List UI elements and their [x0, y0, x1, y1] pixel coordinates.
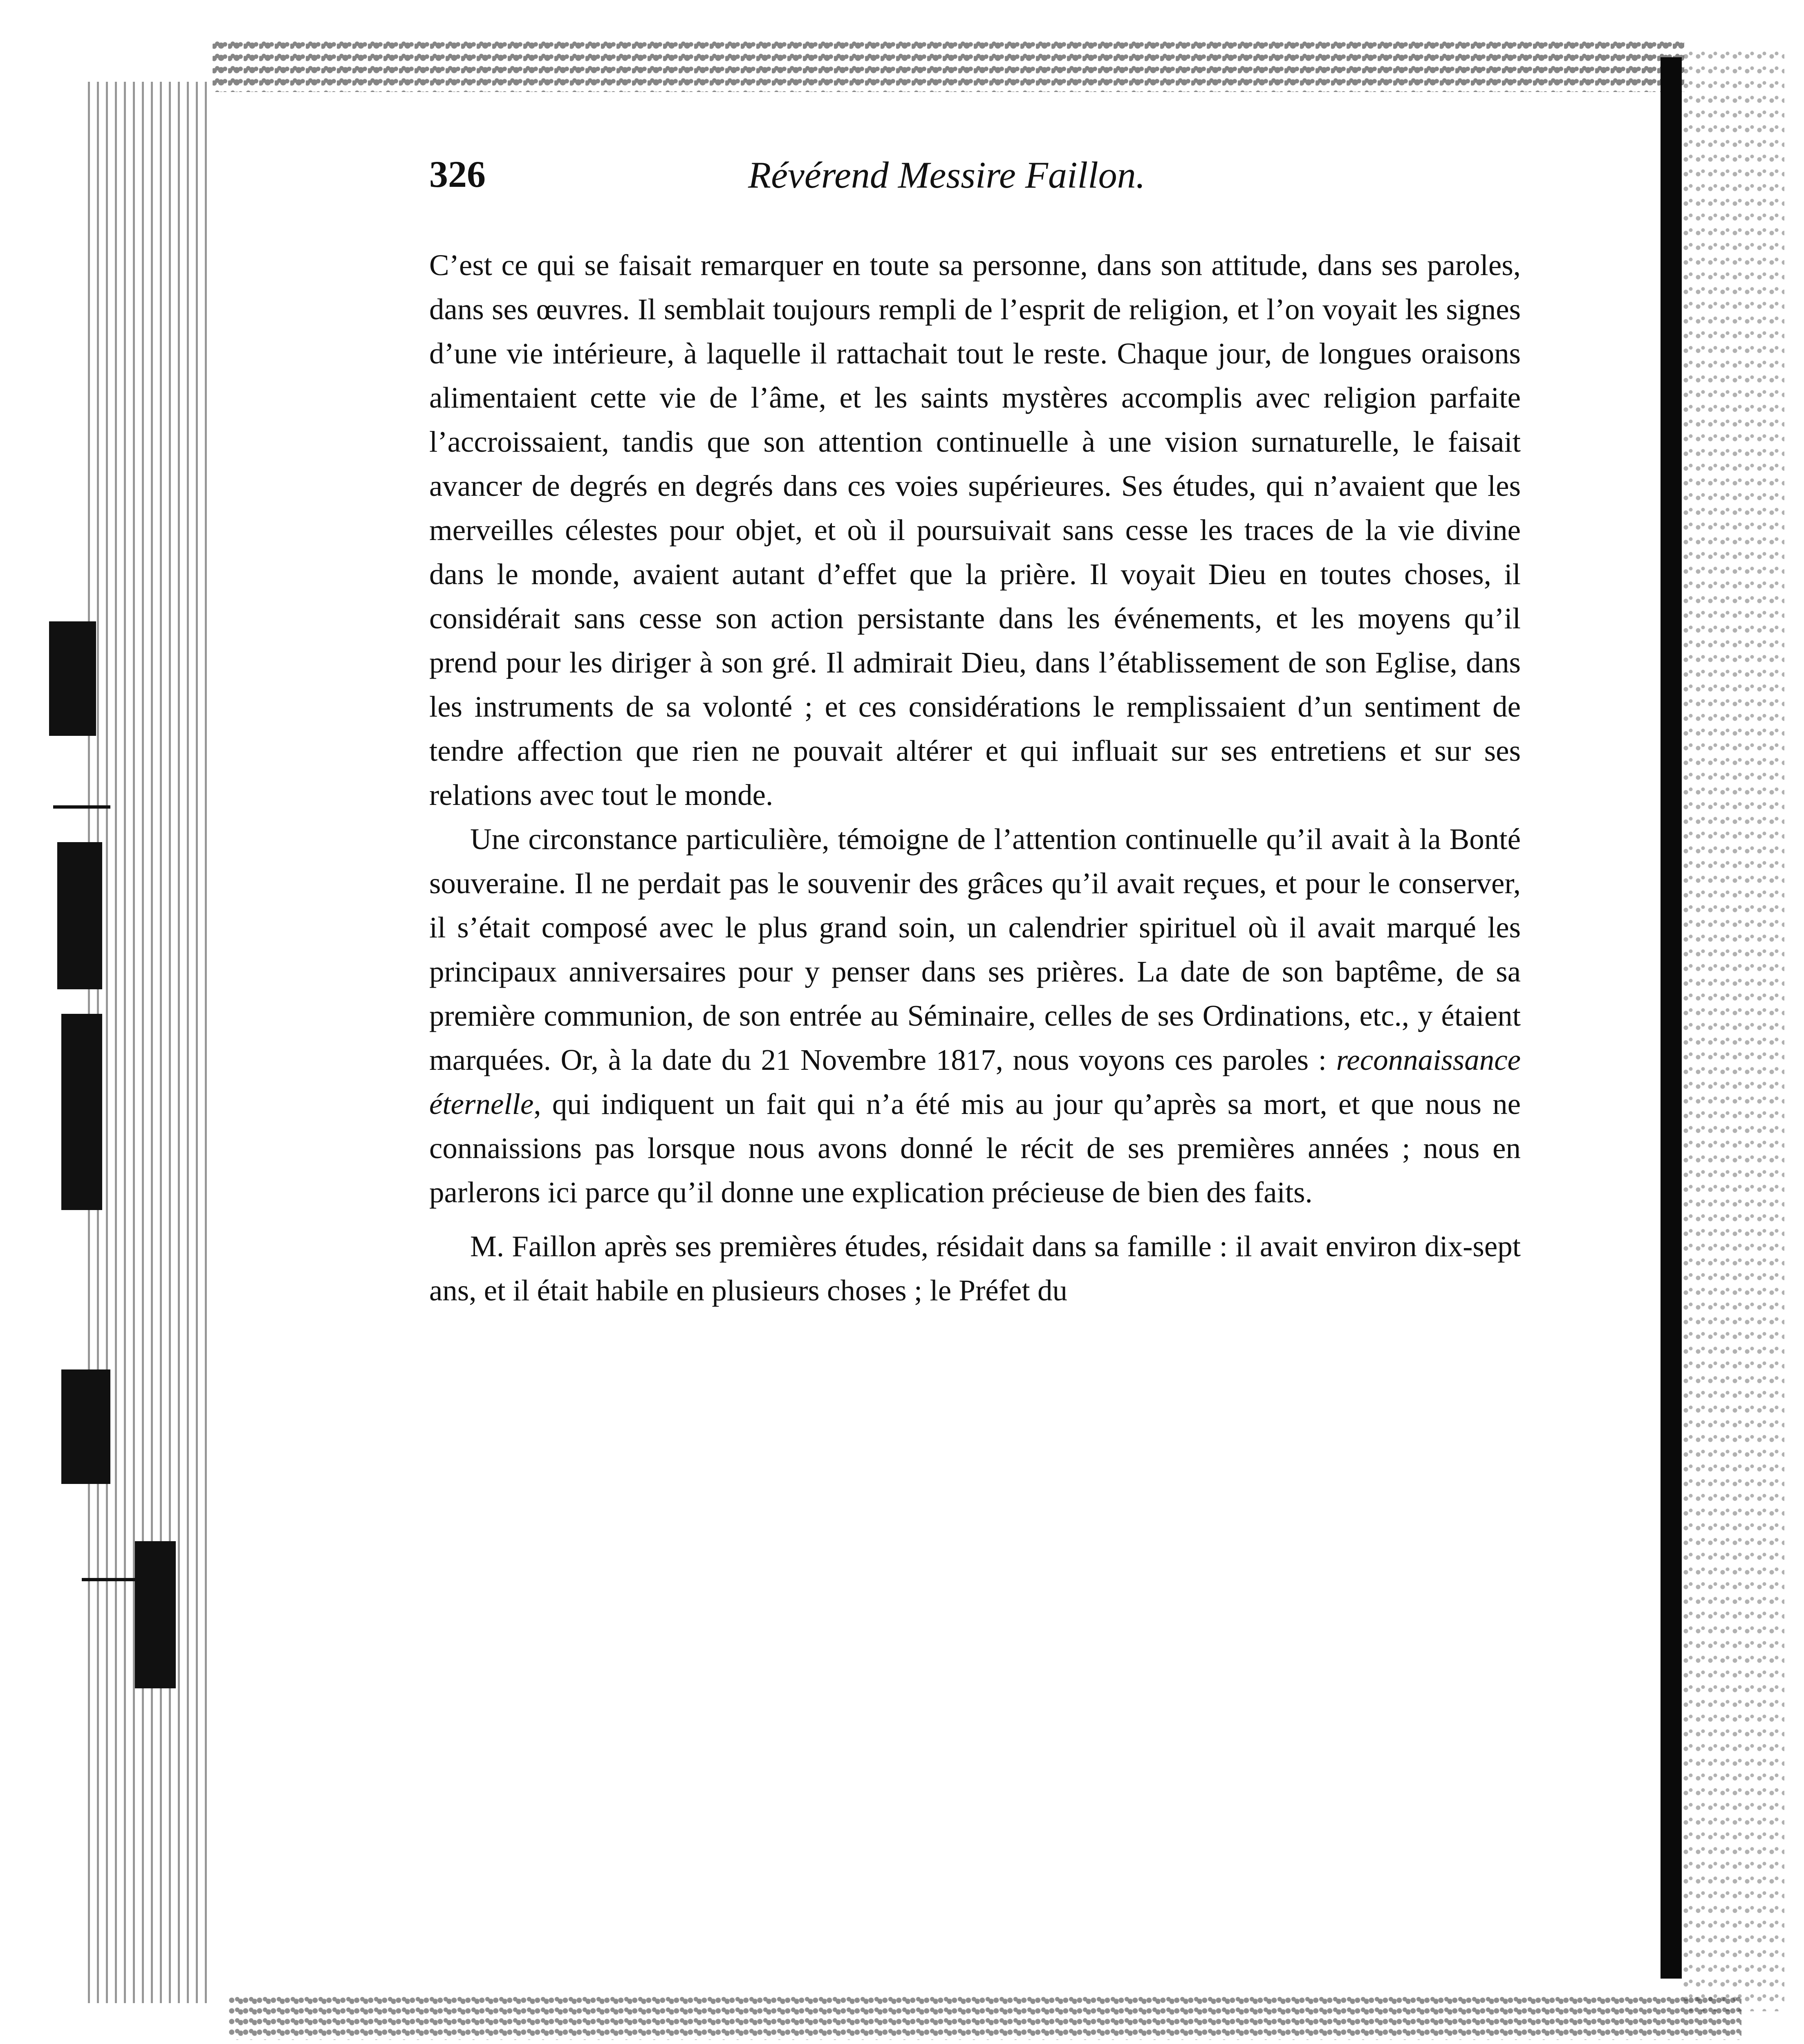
scan-artifact-bar [57, 842, 102, 989]
text-run: Une circonstance particulière, témoigne de l’attention continuelle qu’il avait à la Bonté souveraine. Il ne perdait pas le souvenir des grâces qu’il avait reçues, et pour le conserver, il s’était composé avec le plus grand soin, un calendrier spirituel où il avait marqué les principaux anniversaires pour y penser dans ses prières. La date de son baptême, de sa première communion, de son entrée au Séminaire, celles de ses Ordinations, etc., y étaient marquées. Or, à la date du 21 Novembre 1817, nous voyons ces paroles : [429, 823, 1521, 1076]
running-head: Révérend Messire Faillon. [748, 154, 1145, 196]
paragraph: M. Faillon après ses premières études, résidait dans sa famille : il avait environ dix-sept ans, et il était habile en plusieurs choses ; le Préfet du [429, 1230, 1521, 1307]
text-run: , qui indiquent un fait qui n’a été mis au jour qu’après sa mort, et que nous ne connaissions pas lorsque nous avons donné le récit de ses premières années ; nous en parlerons ici parce qu’il donne une explication précieuse de bien des faits. [429, 1087, 1521, 1209]
scan-artifact-bar [82, 1578, 139, 1581]
scan-edge-top [213, 39, 1684, 92]
scan-edge-left [88, 82, 211, 2003]
scan-artifact-bar [53, 805, 110, 809]
paragraph: C’est ce qui se faisait remarquer en toute sa personne, dans son attitude, dans ses paroles, dans ses œuvres. Il semblait toujours rempli de l’esprit de religion, et l’on voyait les signes d’une vie intérieure, à laquelle il rattachait tout le reste. Chaque jour, de longues oraisons alimentaient cette vie de l’âme, et les saints mystères accomplis avec religion parfaite l’accroissaient, tandis que son attention continuelle à une vision surnaturelle, le faisait avancer de degrés en degrés dans ces voies supérieures. Ses études, qui n’avaient que les merveilles célestes pour objet, et où il poursuivait sans cesse les traces de la vie divine dans le monde, avaient autant d’effet que la prière. Il voyait Dieu en toutes choses, il considérait sans cesse son action persistante dans les événements, et les moyens qu’il prend pour les diriger à son gré. Il admirait Dieu, dans l’établissement de son Eglise, dans les instruments de sa volonté ; et ces considérations le remplissaient d’un sentiment de tendre affection que rien ne pouvait altérer et qui influait sur ses entretiens et sur ses relations avec tout le monde. [429, 249, 1521, 811]
scan-artifact-bar [135, 1541, 176, 1688]
scan-edge-bottom [229, 1995, 1741, 2040]
italic-phrase: reconnaissance éternelle [429, 1043, 1521, 1121]
page-number: 326 [429, 153, 486, 195]
scan-edge-right-bar [1661, 57, 1682, 1979]
scan-artifact-bar [61, 1369, 110, 1484]
paragraph [429, 817, 1521, 1215]
body-text [429, 243, 1521, 1313]
scan-edge-right [1682, 49, 1784, 2011]
scan-artifact-bar [61, 1014, 102, 1210]
scan-artifact-bar [49, 621, 96, 736]
